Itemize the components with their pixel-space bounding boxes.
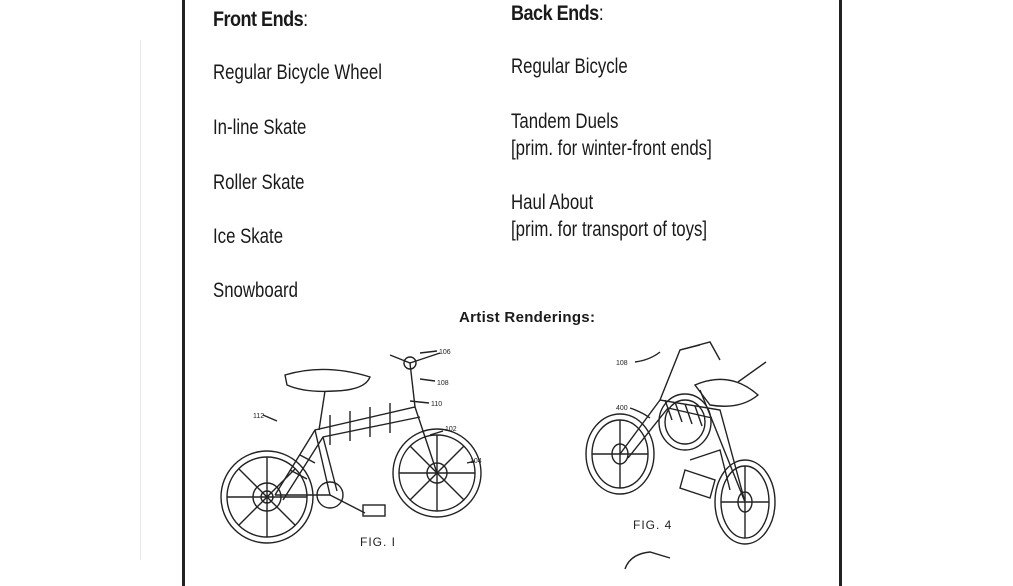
back-end-item: Regular Bicycle [511,55,628,78]
front-end-item: Ice Skate [213,225,284,248]
fig-1-bicycle-drawing [215,345,495,550]
back-end-note: [prim. for winter-front ends] [511,137,712,160]
front-end-item: Roller Skate [213,171,305,194]
back-end-item: Haul About [511,191,594,214]
fig-4-callout: 108 [616,360,628,367]
fig-4-label: FIG. 4 [633,518,673,532]
artist-renderings-heading: Artist Renderings: [459,309,596,326]
front-ends-colon: : [303,8,308,31]
front-ends-column [213,8,424,304]
fig-1-callout: 106 [439,349,451,356]
fig-4-callout: 400 [616,405,628,412]
back-ends-colon: : [598,2,604,25]
fig-1-label: FIG. I [360,535,396,549]
fig-1-callout: 104 [470,458,482,465]
fig-1-callout: 108 [437,380,449,387]
scan-edge [140,40,141,560]
fig-4-tandem-drawing [580,330,805,569]
front-ends-heading-text: Front Ends [213,8,304,31]
back-ends-heading [511,2,727,26]
back-ends-column [511,2,762,243]
back-end-note: [prim. for transport of toys] [511,218,708,241]
front-end-item: In-line Skate [213,116,307,139]
fig-1-callout: 110 [431,401,443,408]
front-end-item: Snowboard [213,279,298,302]
fig-1-callout: 112 [253,413,265,420]
fig-1-callout: 102 [445,426,457,433]
back-end-item: Tandem Duels [511,110,619,133]
back-ends-heading-text: Back Ends [511,2,599,25]
front-ends-heading [213,8,395,32]
front-end-item: Regular Bicycle Wheel [213,61,383,84]
